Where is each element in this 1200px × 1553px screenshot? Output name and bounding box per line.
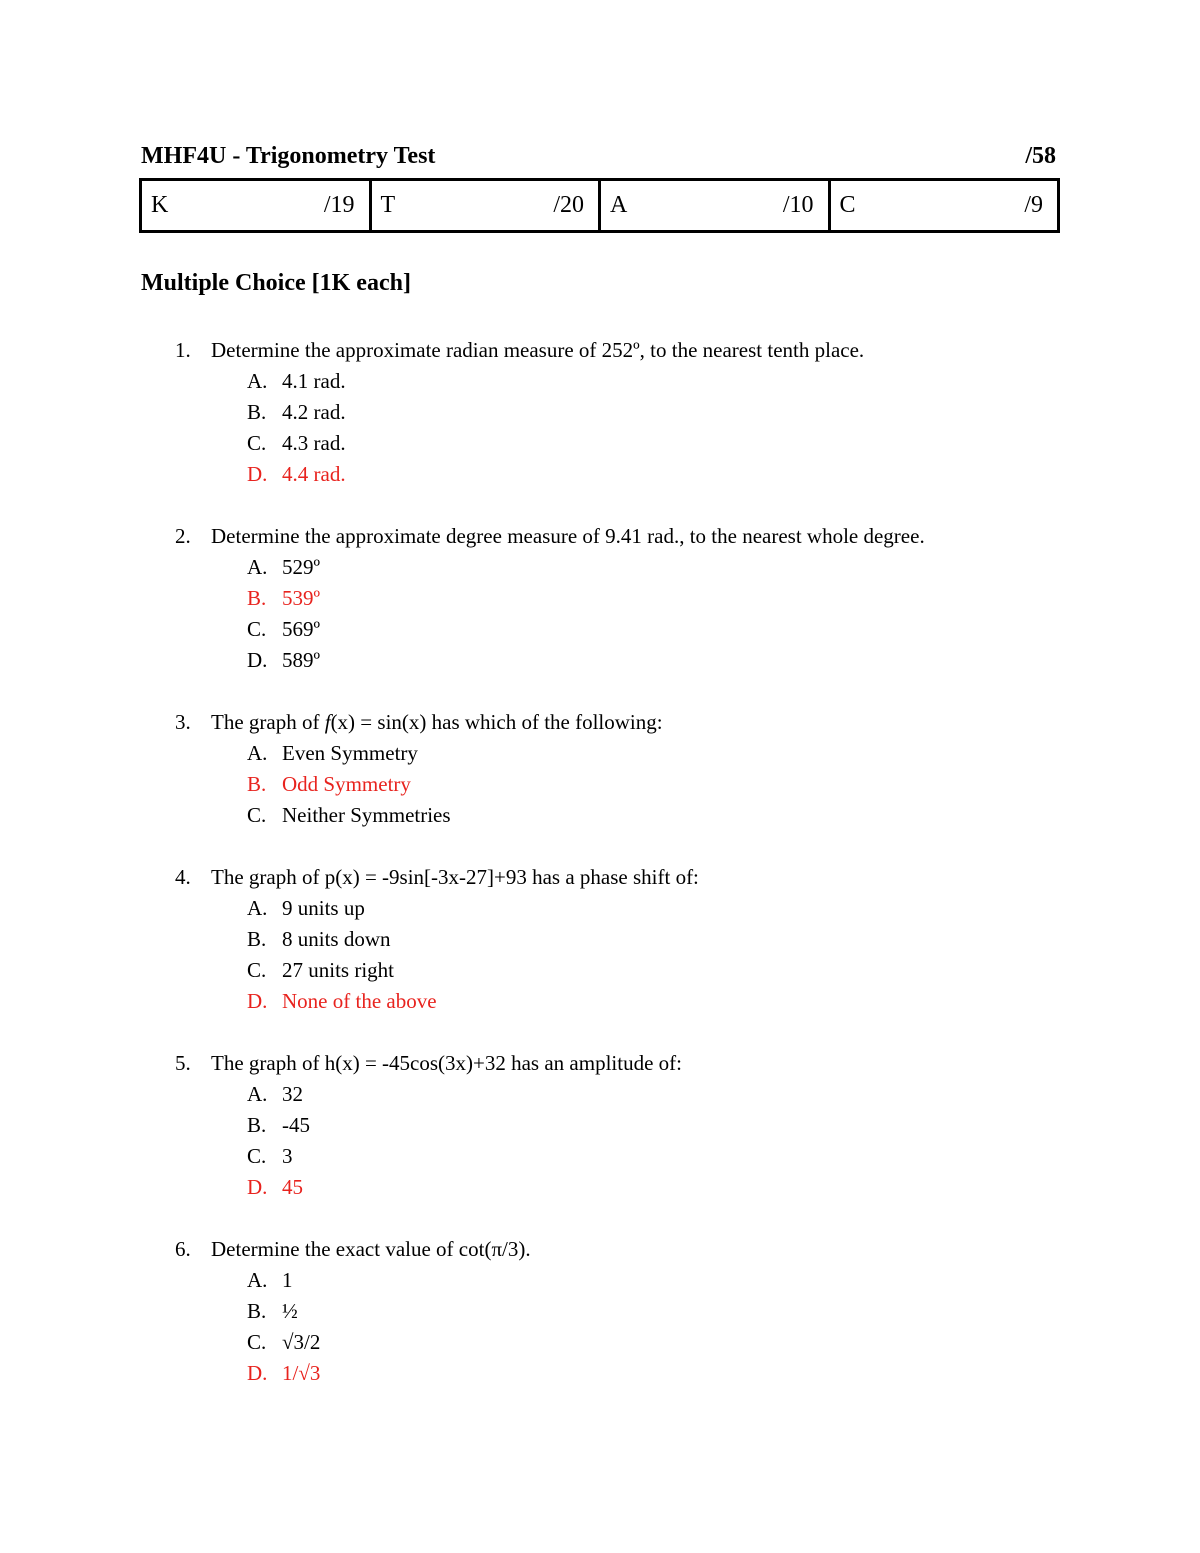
option-letter: A. [247, 1268, 268, 1292]
option-text: 529º [282, 555, 321, 579]
question-stem [175, 862, 1075, 893]
question-4 [175, 862, 1075, 1017]
section-heading: Multiple Choice [1K each] [141, 270, 411, 296]
option-d-correct [175, 1358, 1075, 1389]
question-text: Determine the exact value of cot(π/3). [211, 1237, 531, 1261]
question-list [175, 335, 1075, 1420]
score-category: T [380, 192, 396, 218]
question-number: 4. [175, 865, 191, 889]
option-letter: A. [247, 896, 268, 920]
option-text: 9 units up [282, 896, 365, 920]
option-b [175, 397, 1075, 428]
option-a [175, 1265, 1075, 1296]
option-text: 8 units down [282, 927, 391, 951]
option-text: -45 [282, 1113, 310, 1137]
score-max: /19 [323, 192, 355, 218]
option-b-correct [175, 769, 1075, 800]
score-cell-k [142, 181, 372, 230]
function-name: f [324, 710, 331, 734]
option-letter: D. [247, 462, 268, 486]
option-letter: B. [247, 1113, 267, 1137]
option-text: 1/√3 [282, 1361, 321, 1385]
option-a [175, 1079, 1075, 1110]
question-number: 6. [175, 1237, 191, 1261]
option-d-correct [175, 986, 1075, 1017]
option-letter: A. [247, 1082, 268, 1106]
score-cell-c [831, 181, 1058, 230]
option-b [175, 924, 1075, 955]
option-letter: C. [247, 1144, 267, 1168]
question-text-before: The graph of [211, 710, 325, 734]
question-1 [175, 335, 1075, 490]
option-text: √3/2 [282, 1330, 321, 1354]
option-text: 4.1 rad. [282, 369, 346, 393]
option-text: Odd Symmetry [282, 772, 411, 796]
question-text: Determine the approximate radian measure of 252º, to the nearest tenth place. [211, 338, 865, 362]
score-max: /9 [1024, 192, 1043, 218]
option-letter: C. [247, 431, 267, 455]
question-2 [175, 521, 1075, 676]
option-text: 45 [282, 1175, 303, 1199]
option-c [175, 800, 1075, 831]
question-text-after: (x) = sin(x) has which of the following: [330, 710, 663, 734]
option-c [175, 1327, 1075, 1358]
option-d-correct [175, 1172, 1075, 1203]
option-d [175, 645, 1075, 676]
question-text: The graph of h(x) = -45cos(3x)+32 has an amplitude of: [211, 1051, 682, 1075]
score-max: /20 [553, 192, 584, 218]
option-text: None of the above [282, 989, 437, 1013]
question-stem [175, 707, 1075, 738]
question-stem [175, 335, 1075, 366]
option-text: 1 [282, 1268, 293, 1292]
question-6 [175, 1234, 1075, 1389]
option-letter: B. [247, 400, 267, 424]
page-title: MHF4U - Trigonometry Test [141, 143, 436, 169]
option-letter: D. [247, 989, 268, 1013]
option-text: Neither Symmetries [282, 803, 451, 827]
option-a [175, 893, 1075, 924]
option-text: 589º [282, 648, 321, 672]
option-text: ½ [282, 1299, 298, 1323]
question-stem [175, 521, 1075, 552]
score-table [139, 178, 1060, 233]
question-number: 2. [175, 524, 191, 548]
question-number: 5. [175, 1051, 191, 1075]
option-text: 4.3 rad. [282, 431, 346, 455]
option-letter: C. [247, 617, 267, 641]
option-letter: A. [247, 555, 268, 579]
question-text [211, 707, 663, 738]
option-letter: A. [247, 369, 268, 393]
option-c [175, 955, 1075, 986]
option-text: 569º [282, 617, 321, 641]
option-letter: D. [247, 1175, 268, 1199]
question-stem [175, 1234, 1075, 1265]
option-text: 4.4 rad. [282, 462, 346, 486]
option-c [175, 1141, 1075, 1172]
option-letter: B. [247, 927, 267, 951]
score-cell-a [601, 181, 831, 230]
option-letter: D. [247, 648, 268, 672]
question-text: Determine the approximate degree measure of 9.41 rad., to the nearest whole degree. [211, 524, 925, 548]
question-text: The graph of p(x) = -9sin[-3x-27]+93 has a phase shift of: [211, 865, 699, 889]
option-letter: A. [247, 741, 268, 765]
option-text: 32 [282, 1082, 303, 1106]
title-row [141, 143, 1056, 170]
question-number: 1. [175, 338, 191, 362]
option-a [175, 738, 1075, 769]
question-5 [175, 1048, 1075, 1203]
option-letter: B. [247, 1299, 267, 1323]
option-text: 3 [282, 1144, 293, 1168]
option-letter: B. [247, 586, 267, 610]
option-text: 27 units right [282, 958, 395, 982]
option-letter: B. [247, 772, 267, 796]
question-3 [175, 707, 1075, 831]
option-text: 539º [282, 586, 321, 610]
option-a [175, 366, 1075, 397]
total-score: /58 [1025, 143, 1056, 169]
option-c [175, 428, 1075, 459]
option-b [175, 1296, 1075, 1327]
option-letter: C. [247, 1330, 267, 1354]
option-text: 4.2 rad. [282, 400, 346, 424]
option-a [175, 552, 1075, 583]
option-b-correct [175, 583, 1075, 614]
option-text: Even Symmetry [282, 741, 418, 765]
question-number: 3. [175, 710, 191, 734]
score-category: A [610, 192, 628, 218]
score-cell-t [372, 181, 602, 230]
option-letter: C. [247, 958, 267, 982]
option-d-correct [175, 459, 1075, 490]
option-b [175, 1110, 1075, 1141]
score-max: /10 [782, 192, 814, 218]
score-category: K [151, 192, 169, 218]
score-category: C [839, 192, 856, 218]
question-stem [175, 1048, 1075, 1079]
option-letter: D. [247, 1361, 268, 1385]
option-c [175, 614, 1075, 645]
option-letter: C. [247, 803, 267, 827]
